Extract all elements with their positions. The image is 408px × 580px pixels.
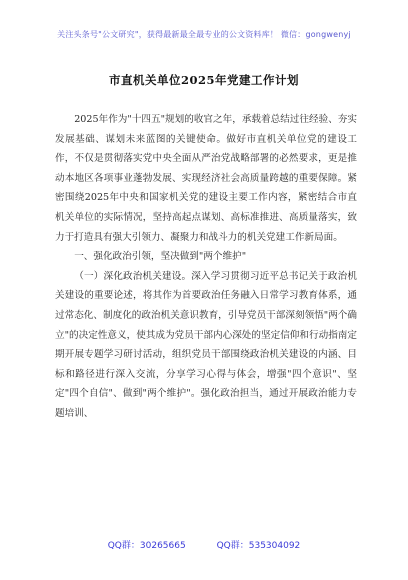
footer-qq-group-1: QQ群：30265665	[107, 541, 186, 551]
footer-qq-group-2: QQ群：535304092	[216, 541, 301, 551]
intro-paragraph: 2025年作为"十四五"规划的收官之年，承载着总结过往经验、夯实发展基础、谋划未来蓝图的关键使命。做好市直机关单位党的建设工作，不仅是贯彻落实党中央全面从严治党战略部署的必然要求，更是推动本地区各项事业蓬勃发展、实现经济社会高质量跨越的重要保障。紧密围绕2025年中央和国家机关党的建设主要工作内容，紧密结合市直机关单位的实际情况，坚持高起点谋划、高标准推进、高质量落实，致力于打造具有强大引领力、凝聚力和战斗力的机关党建工作新局面。	[55, 114, 357, 243]
header-promo-note: 关注头条号"公文研究"，获得最新最全最专业的公文资料库！ 微信：gongwenyj	[57, 30, 351, 39]
section-heading: 一、强化政治引领，坚决做到"两个维护"	[74, 251, 247, 263]
document-body	[55, 110, 357, 424]
document-title: 市直机关单位2025年党建工作计划	[108, 73, 299, 87]
subsection-paragraph: （一）深化政治机关建设。深入学习贯彻习近平总书记关于政治机关建设的重要论述，将其作为首要政治任务融入日常学习教育体系，通过常态化、制度化的政治机关意识教育，引导党员干部深刻领悟"两个确立"的决定性意义，使其成为党员干部内心深处的坚定信仰和行动指南定期开展专题学习研讨活动，组织党员干部围绕政治机关建设的内涵、目标和路径进行深入交流，分享学习心得与体会，增强"四个意识"、坚定"四个自信"、做到"两个维护"。强化政治担当，通过开展政治能力专题培训、	[55, 270, 357, 419]
footer-contact	[0, 538, 408, 551]
